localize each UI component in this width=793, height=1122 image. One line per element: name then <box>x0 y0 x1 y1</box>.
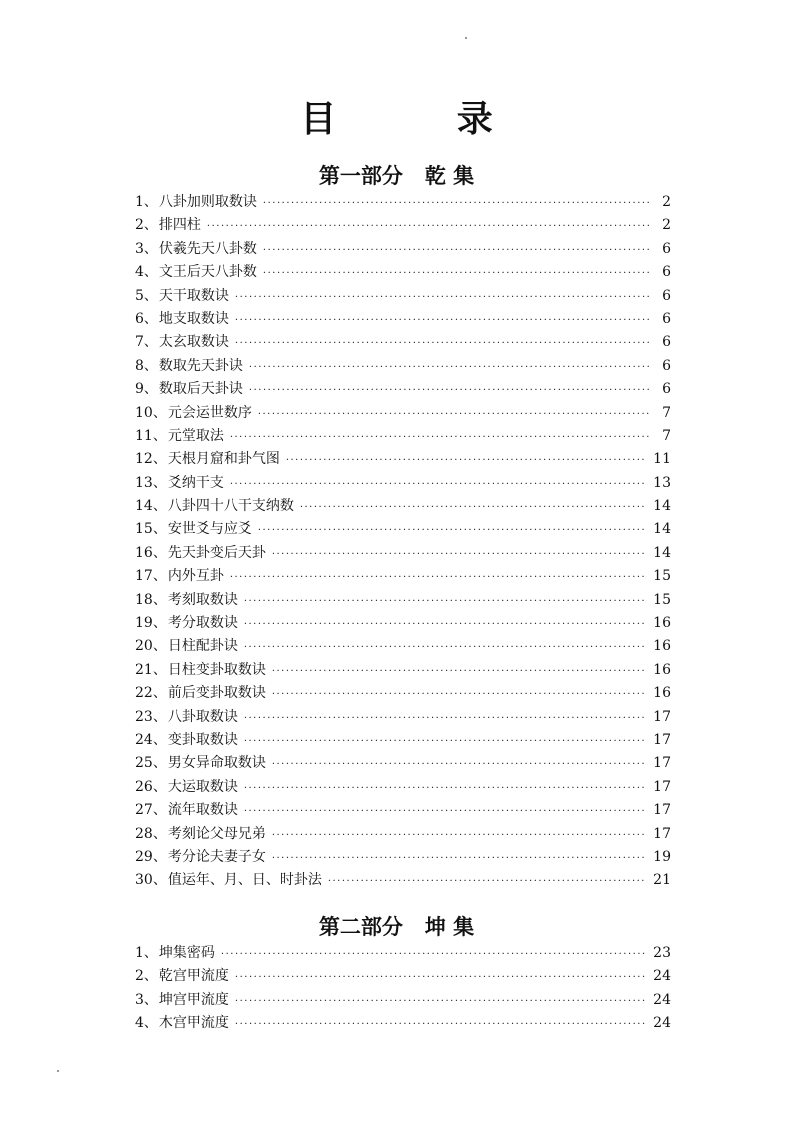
toc-entry-title: 男女异命取数诀 <box>167 755 266 772</box>
toc-entry <box>135 799 671 822</box>
toc-entry-leader <box>235 966 647 989</box>
toc-entry-number: 17 <box>135 568 153 585</box>
toc-entry-leader <box>328 870 647 893</box>
toc-entry-title: 先天卦变后天卦 <box>167 544 266 561</box>
toc-entry <box>135 308 671 331</box>
toc-entry-leader <box>244 730 647 753</box>
toc-entry-page: 6 <box>662 264 671 281</box>
toc-entry-number: 4 <box>135 1015 144 1032</box>
toc-entry-leader <box>235 1013 647 1036</box>
toc-entry-title: 坤集密码 <box>158 945 215 961</box>
toc-entry-number: 4 <box>135 264 144 281</box>
toc-entry-page: 16 <box>653 615 671 632</box>
toc-entry <box>135 729 671 752</box>
toc-entry-page: 16 <box>653 638 671 655</box>
toc-entry <box>135 869 671 892</box>
toc-entry-page: 11 <box>653 451 671 468</box>
toc-entry-separator: 、 <box>152 451 167 468</box>
toc-entry-number: 25 <box>135 755 153 772</box>
toc-entry-leader <box>263 262 651 285</box>
toc-entry <box>135 1012 671 1035</box>
scan-speck <box>465 37 467 39</box>
toc-entry <box>135 565 671 588</box>
toc-entry-separator: 、 <box>143 287 158 304</box>
toc-entry-number: 3 <box>135 991 144 1008</box>
toc-entry-page: 17 <box>653 755 671 772</box>
toc-entry-separator: 、 <box>143 1015 158 1032</box>
toc-entry-leader <box>244 590 647 613</box>
toc-entry-number: 29 <box>135 848 153 865</box>
toc-entry <box>135 425 671 448</box>
toc-entry-title: 考分取数诀 <box>167 615 238 632</box>
toc-entry-leader <box>263 192 651 215</box>
toc-entry-page: 13 <box>653 474 671 491</box>
toc-entry-leader <box>300 496 647 519</box>
toc-entry-page: 6 <box>662 334 671 351</box>
toc-entry-leader <box>235 990 647 1013</box>
toc-entry-separator: 、 <box>152 591 167 608</box>
toc-entry-number: 15 <box>135 521 153 538</box>
toc-entry-separator: 、 <box>143 334 158 351</box>
toc-entry-page: 6 <box>662 240 671 257</box>
toc-entry-title: 文王后天八卦数 <box>158 264 257 281</box>
toc-entry-title: 流年取数诀 <box>167 802 238 819</box>
toc-entry <box>135 823 671 846</box>
toc-entry-page: 7 <box>662 427 671 444</box>
toc-entry-number: 12 <box>135 451 153 468</box>
toc-entry-separator: 、 <box>143 217 158 234</box>
toc-entry-separator: 、 <box>152 404 167 421</box>
toc-entry-page: 24 <box>653 991 671 1008</box>
toc-entry-title: 排四柱 <box>158 217 201 234</box>
toc-entry <box>135 331 671 354</box>
toc-entry-leader <box>272 660 647 683</box>
toc-entry <box>135 659 671 682</box>
toc-entry-page: 2 <box>662 217 671 234</box>
toc-entry-leader <box>244 636 647 659</box>
section-part-label: 第一部分 <box>318 164 403 188</box>
toc-entry-page: 7 <box>662 404 671 421</box>
toc-entry-separator: 、 <box>143 194 158 210</box>
toc-entry <box>135 261 671 284</box>
toc-entry <box>135 495 671 518</box>
toc-entry-number: 19 <box>135 615 153 632</box>
toc-entry-leader <box>272 683 647 706</box>
toc-entry-number: 1 <box>135 194 144 210</box>
toc-entry-page: 2 <box>662 194 671 210</box>
section-name-label: 坤 集 <box>424 915 475 939</box>
toc-entry-leader <box>230 473 647 496</box>
toc-entry-separator: 、 <box>152 474 167 491</box>
toc-entry-page: 17 <box>653 708 671 725</box>
section-part-label: 第二部分 <box>318 915 403 939</box>
toc-entry-page: 15 <box>653 568 671 585</box>
toc-entry-title: 内外互卦 <box>167 568 224 585</box>
toc-entry-page: 17 <box>653 778 671 795</box>
toc-entry-leader <box>207 215 651 238</box>
toc-entry-separator: 、 <box>152 521 167 538</box>
toc-entry-title: 值运年、月、日、时卦法 <box>167 872 322 889</box>
toc-entry-title: 木宫甲流度 <box>158 1015 229 1032</box>
toc-entry <box>135 518 671 541</box>
toc-entry-number: 11 <box>135 427 153 444</box>
toc-entry-separator: 、 <box>152 731 167 748</box>
toc-entry <box>135 612 671 635</box>
toc-entry <box>135 846 671 869</box>
toc-entry-page: 24 <box>653 1015 671 1032</box>
toc-entry-number: 6 <box>135 310 144 327</box>
toc-entry-title: 数取先天卦诀 <box>158 357 243 374</box>
toc-entry-leader <box>286 449 647 472</box>
toc-entry-title: 八卦取数诀 <box>167 708 238 725</box>
toc-entry-leader <box>235 332 651 355</box>
toc-entry-number: 1 <box>135 945 144 961</box>
toc-entry-leader <box>249 356 651 379</box>
toc-entry-separator: 、 <box>152 638 167 655</box>
toc-entry-title: 大运取数诀 <box>167 778 238 795</box>
toc-entry-title: 地支取数诀 <box>158 310 229 327</box>
toc-entry-title: 考刻取数诀 <box>167 591 238 608</box>
toc-entry <box>135 942 671 965</box>
toc-entry-number: 27 <box>135 802 153 819</box>
toc-entry-title: 数取后天卦诀 <box>158 381 243 398</box>
toc-entry-number: 24 <box>135 731 153 748</box>
toc-entry-page: 17 <box>653 802 671 819</box>
toc-entry-page: 6 <box>662 287 671 304</box>
toc-entry <box>135 448 671 471</box>
toc-entry-leader <box>272 543 647 566</box>
toc-entry-title: 太玄取数诀 <box>158 334 229 351</box>
toc-entry-separator: 、 <box>143 264 158 281</box>
toc-entry-leader <box>249 379 651 402</box>
toc-entry-leader <box>244 777 647 800</box>
toc-entry-separator: 、 <box>152 568 167 585</box>
toc-entry-separator: 、 <box>152 848 167 865</box>
toc-entry-number: 30 <box>135 872 153 889</box>
toc-entry <box>135 635 671 658</box>
toc-entry-separator: 、 <box>152 755 167 772</box>
toc-entry-separator: 、 <box>143 240 158 257</box>
toc-entry-separator: 、 <box>152 685 167 702</box>
toc-entry-number: 2 <box>135 217 144 234</box>
toc-entry-separator: 、 <box>143 357 158 374</box>
toc-entry-separator: 、 <box>152 427 167 444</box>
toc-entry <box>135 402 671 425</box>
toc-entry <box>135 989 671 1012</box>
toc-entry-page: 17 <box>653 731 671 748</box>
toc-entry <box>135 285 671 308</box>
toc-entry-number: 18 <box>135 591 153 608</box>
toc-entry-title: 前后变卦取数诀 <box>167 685 266 702</box>
toc-entry-leader <box>235 309 651 332</box>
toc-entry-number: 14 <box>135 498 153 515</box>
toc-entry-page: 23 <box>653 945 671 961</box>
toc-entry <box>135 965 671 988</box>
toc-entry-number: 26 <box>135 778 153 795</box>
toc-entry-leader <box>221 943 647 966</box>
toc-entry-leader <box>263 239 651 262</box>
toc-entry-number: 28 <box>135 825 153 842</box>
toc-entry-title: 八卦四十八干支纳数 <box>167 498 294 515</box>
toc-entry <box>135 776 671 799</box>
section-heading-kun <box>0 914 793 940</box>
toc-entry <box>135 706 671 729</box>
toc-entry-separator: 、 <box>152 498 167 515</box>
toc-entry-number: 3 <box>135 240 144 257</box>
toc-entry-separator: 、 <box>152 778 167 795</box>
toc-entry-number: 9 <box>135 381 144 398</box>
toc-entry-leader <box>272 753 647 776</box>
toc-entry-page: 21 <box>653 872 671 889</box>
toc-entry-separator: 、 <box>152 661 167 678</box>
toc-entry-page: 16 <box>653 661 671 678</box>
toc-entry-page: 15 <box>653 591 671 608</box>
toc-entry-separator: 、 <box>143 945 158 961</box>
toc-entry-separator: 、 <box>152 708 167 725</box>
toc-entry-number: 20 <box>135 638 153 655</box>
toc-entry <box>135 378 671 401</box>
toc-entry-title: 考刻论父母兄弟 <box>167 825 266 842</box>
toc-entry-title: 考分论夫妻子女 <box>167 848 266 865</box>
toc-entry <box>135 472 671 495</box>
toc-list-qian <box>135 191 671 893</box>
toc-entry-title: 日柱变卦取数诀 <box>167 661 266 678</box>
toc-entry-title: 天根月窟和卦气图 <box>167 451 280 468</box>
toc-entry-title: 变卦取数诀 <box>167 731 238 748</box>
toc-entry <box>135 542 671 565</box>
section-heading-qian <box>0 163 793 189</box>
toc-entry-separator: 、 <box>152 825 167 842</box>
toc-entry-leader <box>258 403 651 426</box>
toc-entry-page: 24 <box>653 968 671 985</box>
toc-entry-title: 天干取数诀 <box>158 287 229 304</box>
scan-speck <box>57 1070 59 1072</box>
toc-entry-number: 7 <box>135 334 144 351</box>
toc-entry-leader <box>258 519 647 542</box>
toc-entry-separator: 、 <box>143 968 158 985</box>
toc-entry <box>135 214 671 237</box>
page-title: 目 录 <box>300 99 547 141</box>
toc-entry <box>135 589 671 612</box>
toc-entry-number: 5 <box>135 287 144 304</box>
toc-entry-page: 6 <box>662 357 671 374</box>
toc-entry-page: 17 <box>653 825 671 842</box>
toc-entry-title: 乾宫甲流度 <box>158 968 229 985</box>
toc-entry-page: 14 <box>653 498 671 515</box>
toc-entry-title: 安世爻与应爻 <box>167 521 252 538</box>
toc-entry-leader <box>244 800 647 823</box>
toc-entry-title: 八卦加则取数诀 <box>158 194 257 210</box>
toc-entry-page: 6 <box>662 381 671 398</box>
toc-entry-separator: 、 <box>143 381 158 398</box>
toc-list-kun <box>135 942 671 1036</box>
toc-entry <box>135 191 671 214</box>
toc-entry-leader <box>230 566 647 589</box>
toc-entry-number: 16 <box>135 544 153 561</box>
toc-entry-number: 10 <box>135 404 153 421</box>
toc-entry <box>135 238 671 261</box>
toc-entry-leader <box>244 613 647 636</box>
toc-entry-title: 伏羲先天八卦数 <box>158 240 257 257</box>
toc-entry-leader <box>244 707 647 730</box>
section-name-label: 乾 集 <box>424 164 475 188</box>
toc-entry-separator: 、 <box>143 310 158 327</box>
toc-entry <box>135 682 671 705</box>
toc-entry-separator: 、 <box>152 615 167 632</box>
toc-entry-title: 元堂取法 <box>167 427 224 444</box>
toc-entry-number: 8 <box>135 357 144 374</box>
toc-entry-page: 16 <box>653 685 671 702</box>
toc-entry-leader <box>230 426 651 449</box>
toc-entry-number: 13 <box>135 474 153 491</box>
toc-entry-title: 元会运世数序 <box>167 404 252 421</box>
toc-entry-title: 爻纳干支 <box>167 474 224 491</box>
toc-entry-number: 22 <box>135 685 153 702</box>
toc-entry-page: 14 <box>653 521 671 538</box>
toc-entry-number: 21 <box>135 661 153 678</box>
toc-entry <box>135 752 671 775</box>
toc-entry-page: 6 <box>662 310 671 327</box>
toc-entry-number: 2 <box>135 968 144 985</box>
toc-entry-separator: 、 <box>143 991 158 1008</box>
toc-entry <box>135 355 671 378</box>
toc-entry-separator: 、 <box>152 544 167 561</box>
toc-entry-leader <box>235 286 651 309</box>
toc-entry-title: 日柱配卦诀 <box>167 638 238 655</box>
toc-entry-separator: 、 <box>152 872 167 889</box>
toc-entry-title: 坤宫甲流度 <box>158 991 229 1008</box>
toc-entry-leader <box>272 824 647 847</box>
toc-entry-number: 23 <box>135 708 153 725</box>
toc-entry-separator: 、 <box>152 802 167 819</box>
toc-entry-page: 19 <box>653 848 671 865</box>
toc-entry-page: 14 <box>653 544 671 561</box>
toc-entry-leader <box>272 847 647 870</box>
